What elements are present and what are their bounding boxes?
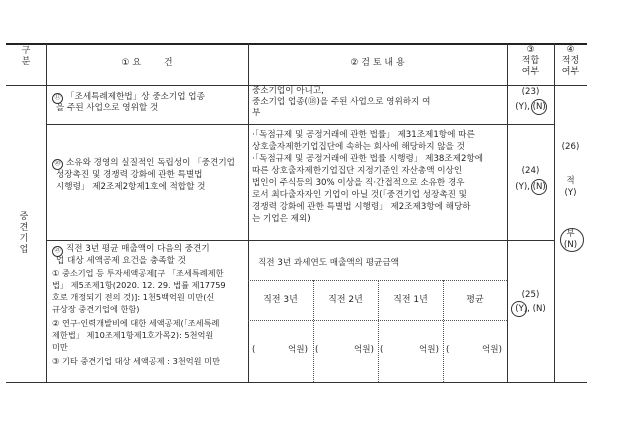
row3-requirement-line8: 제한법」 제10조제1항제1호가목2): 5천억원 bbox=[52, 330, 214, 340]
table-top-border bbox=[6, 43, 587, 45]
row2-review-line2: 상호출자제한기업집단에 속하는 회사에 해당하지 않을 것 bbox=[252, 142, 465, 152]
amount-3-open: ( bbox=[252, 345, 256, 355]
row3-requirement-line3: ① 중소기업 등 투자세액공제[구 「조세특례제한 bbox=[52, 268, 224, 278]
row1-fit-number: (23) bbox=[521, 87, 540, 97]
row1-fit-n-circle bbox=[531, 99, 547, 115]
row2-fit-number: (24) bbox=[521, 166, 540, 176]
amount-3-unit: 억원) bbox=[288, 345, 308, 355]
col-divider-1 bbox=[46, 43, 47, 382]
row1-review-line2: 중소기업 업종(⑱)을 주된 사업으로 영위하지 여 bbox=[252, 97, 431, 107]
row1-fit-options: (Y), (N) bbox=[515, 102, 546, 112]
row3-requirement-line7: ② 연구·인력개발비에 대한 세액공제(「조세특례 bbox=[52, 318, 220, 328]
row2-review-line8: 는 기업은 제외) bbox=[252, 214, 311, 224]
row3-requirement-line6: 규상장 중견기업에 한함) bbox=[52, 304, 140, 314]
row3-fit-y-circle bbox=[511, 301, 527, 317]
row2-bottom-border bbox=[46, 240, 554, 241]
row2-review-line5: 법인이 주식등의 30% 이상을 직·간접적으로 소유한 경우 bbox=[252, 178, 465, 188]
row2-fit-options: (Y), (N) bbox=[515, 182, 546, 192]
row2-review-line1: ·「독점규제 및 공정거래에 관한 법률」 제31조제1항에 따른 bbox=[252, 130, 475, 140]
row3-requirement-line10: ③ 기타 중견기업 대상 세액공제 : 3천억원 미만 bbox=[52, 356, 220, 366]
row3-requirement-line9: 미만 bbox=[52, 342, 68, 352]
row1-requirement-line1: 「조세특례제한법」상 중소기업 업종 bbox=[66, 92, 205, 102]
header-requirement: ① 요 건 bbox=[121, 58, 173, 68]
year-2-label: 직전 2년 bbox=[328, 295, 363, 305]
amount-2-open: ( bbox=[315, 345, 319, 355]
row3-requirement-line4: 법」 제5조제1항(2020. 12. 29. 법률 제17759 bbox=[52, 280, 226, 290]
row2-review-line3: ·「독점규제 및 공정거래에 관한 법률 시행령」 제38조제2항에 bbox=[252, 154, 484, 164]
row1-number-badge: ⑰ bbox=[52, 93, 63, 104]
header-proper: ④ 적정 여부 bbox=[561, 45, 580, 78]
row3-fit-options: (Y), (N) bbox=[515, 304, 546, 314]
col-divider-2 bbox=[248, 43, 249, 382]
average-label: 평균 bbox=[466, 295, 484, 305]
row1-requirement-line2: 을 주된 사업으로 영위할 것 bbox=[56, 103, 159, 113]
amount-avg-open: ( bbox=[446, 345, 450, 355]
row2-number-badge: ⑳ bbox=[52, 159, 63, 170]
row3-fit-number: (25) bbox=[521, 290, 540, 300]
header-review: ② 검 토 내 용 bbox=[350, 58, 405, 68]
proper-label: 적 bbox=[566, 176, 575, 186]
row3-requirement-line1: 직전 3년 평균 매출액이 다음의 중견기 bbox=[66, 244, 210, 254]
row1-review-line1: 중소기업이 아니고, bbox=[252, 86, 324, 96]
proper-number: (26) bbox=[561, 142, 580, 152]
category-label: 중 견 기 업 bbox=[19, 212, 29, 255]
proper-label2: 부 bbox=[566, 229, 575, 239]
row2-requirement-line3: 시행령」 제2조제2항제1호에 적합할 것 bbox=[56, 182, 206, 192]
amount-1-open: ( bbox=[380, 345, 384, 355]
row2-requirement-line2: 성장촉진 및 경쟁력 강화에 관한 특별법 bbox=[56, 170, 203, 180]
col-divider-4 bbox=[554, 43, 555, 382]
header-fit: ③ 적합 여부 bbox=[521, 45, 540, 78]
row2-review-line6: 로서 최다출자자인 기업이 아닐 것(「중견기업 성장촉진 및 bbox=[252, 190, 467, 200]
row2-fit-n-circle bbox=[531, 179, 547, 195]
year-3-label: 직전 3년 bbox=[263, 295, 298, 305]
amount-1-unit: 억원) bbox=[419, 345, 439, 355]
row3-review-title: 직전 3년 과세연도 매출액의 평균금액 bbox=[258, 258, 399, 268]
proper-n: (N) bbox=[563, 240, 578, 250]
row2-requirement-line1: 소유와 경영의 실질적인 독립성이 「중견기업 bbox=[66, 158, 235, 168]
row3-requirement-line2: 업 대상 세액공제 요건을 충족할 것 bbox=[56, 256, 186, 266]
row1-bottom-border bbox=[248, 124, 554, 125]
amount-2-unit: 억원) bbox=[354, 345, 374, 355]
row3-requirement-line5: 호로 개정되기 전의 것)]: 1천5백억원 미만(신 bbox=[52, 292, 215, 302]
table-bottom-border bbox=[6, 382, 587, 383]
row1-bottom-border-left bbox=[46, 124, 248, 125]
row3-number-badge: ㉑ bbox=[52, 246, 63, 257]
row2-review-line4: 따른 상호출자제한기업집단 지정기준인 자산총액 이상인 bbox=[252, 166, 463, 176]
proper-y: (Y) bbox=[564, 188, 577, 198]
row2-review-line7: 경쟁력 강화에 관한 특별법 시행령」 제2조제3항에 해당하 bbox=[252, 202, 471, 212]
amount-avg-unit: 억원) bbox=[482, 345, 502, 355]
year-1-label: 직전 1년 bbox=[393, 295, 428, 305]
header-category: 구 분 bbox=[21, 46, 31, 68]
row1-review-line3: 부 bbox=[252, 108, 261, 118]
